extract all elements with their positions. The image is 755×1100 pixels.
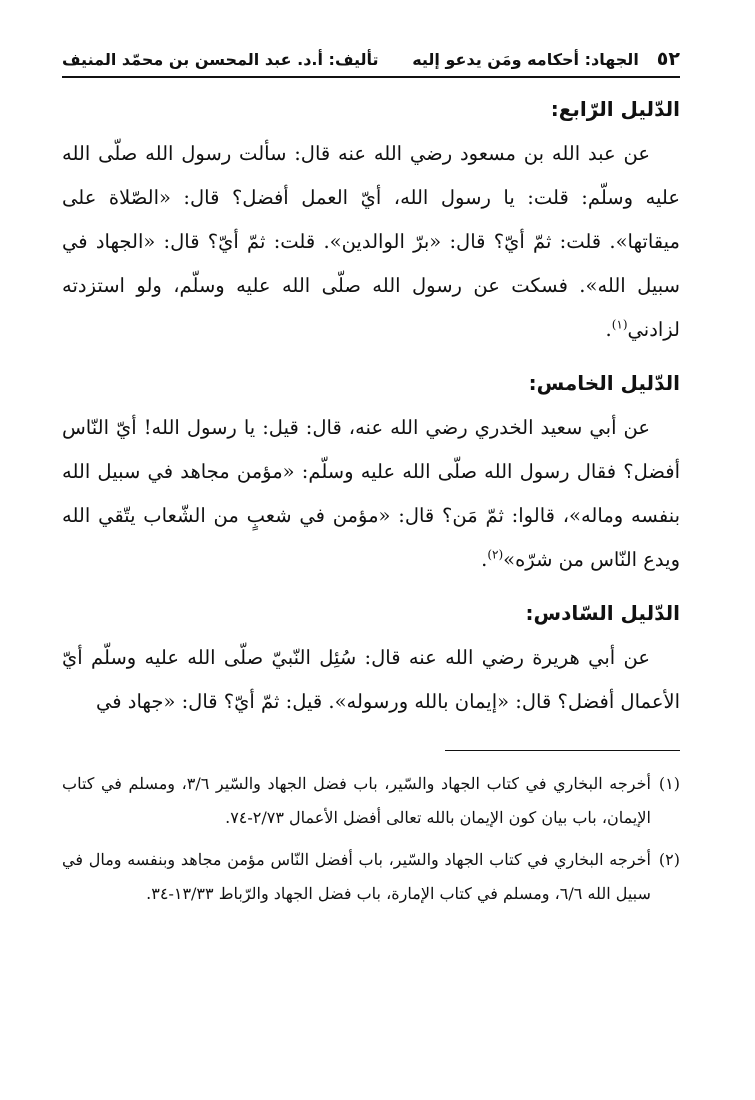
footnote-item bbox=[62, 767, 680, 835]
book-title: الجهاد: أحكامه ومَن يدعو إليه bbox=[412, 50, 639, 69]
section-paragraph bbox=[62, 406, 680, 582]
section-heading: الدّليل الخامس: bbox=[528, 371, 680, 395]
section-paragraph bbox=[62, 636, 680, 724]
footnote-text: أخرجه البخاري في كتاب الجهاد والسّير، باب أفضل النّاس مؤمن مجاهد وبنفسه ومال في سبيل الله ٦/٦، ومسلم في كتاب الإمارة، باب فضل الجهاد والرّباط ١٣/٣٣-٣٤. bbox=[62, 850, 651, 903]
footnote-number: (١) bbox=[658, 774, 680, 793]
section-heading: الدّليل الرّابع: bbox=[550, 97, 680, 121]
section-heading: الدّليل السّادس: bbox=[525, 601, 680, 625]
footnote-divider bbox=[445, 750, 680, 751]
section-fifth-evidence bbox=[62, 366, 680, 582]
footnote-text: أخرجه البخاري في كتاب الجهاد والسّير، باب فضل الجهاد والسّير ٣/٦، ومسلم في كتاب الإيمان، باب بيان كون الإيمان بالله تعالى أفضل الأعمال ٢/٧٣-٧٤. bbox=[62, 774, 651, 827]
paragraph-text: عن أبي سعيد الخدري رضي الله عنه، قال: قيل: يا رسول الله! أيّ النّاس أفضل؟ فقال رسول الله صلّى الله عليه وسلّم: «مؤمن مجاهد في سبيل الله بنفسه وماله»، قالوا: ثمّ مَن؟ قال: «مؤمن في شعبٍ من الشّعاب يتّقي الله ويدع النّاس من شرّه» bbox=[62, 416, 680, 571]
page-number: ٥٢ bbox=[656, 48, 680, 70]
section-fourth-evidence bbox=[62, 92, 680, 352]
paragraph-text: عن أبي هريرة رضي الله عنه قال: سُئِل النّبيّ صلّى الله عليه وسلّم أيّ الأعمال أفضل؟ قال: «إيمان بالله ورسوله». قيل: ثمّ أيّ؟ قال: «جهاد في bbox=[62, 646, 680, 713]
footnote-item bbox=[62, 843, 680, 911]
footnote-ref: (١) bbox=[611, 317, 628, 332]
header-title-group bbox=[412, 48, 680, 70]
footnote-number: (٢) bbox=[658, 850, 680, 869]
section-paragraph bbox=[62, 132, 680, 352]
author-line: تأليف: أ.د. عبد المحسن بن محمّد المنيف bbox=[62, 50, 379, 69]
book-page bbox=[62, 48, 680, 919]
paragraph-text: عن عبد الله بن مسعود رضي الله عنه قال: سألت رسول الله صلّى الله عليه وسلّم: قلت: يا رسول الله، أيّ العمل أفضل؟ قال: «الصّلاة على ميقاتها». قلت: ثمّ أيّ؟ قال: «برّ الوالدين». قلت: ثمّ أيّ؟ قال: «الجهاد في سبيل الله». فسكت عن رسول الله صلّى الله عليه وسلّم، ولو استزدته لزادني bbox=[62, 142, 680, 341]
section-sixth-evidence bbox=[62, 596, 680, 724]
paragraph-end: . bbox=[481, 548, 488, 571]
footnotes bbox=[62, 767, 680, 911]
footnote-ref: (٢) bbox=[487, 547, 504, 562]
paragraph-end: . bbox=[605, 318, 612, 341]
running-header bbox=[62, 48, 680, 78]
